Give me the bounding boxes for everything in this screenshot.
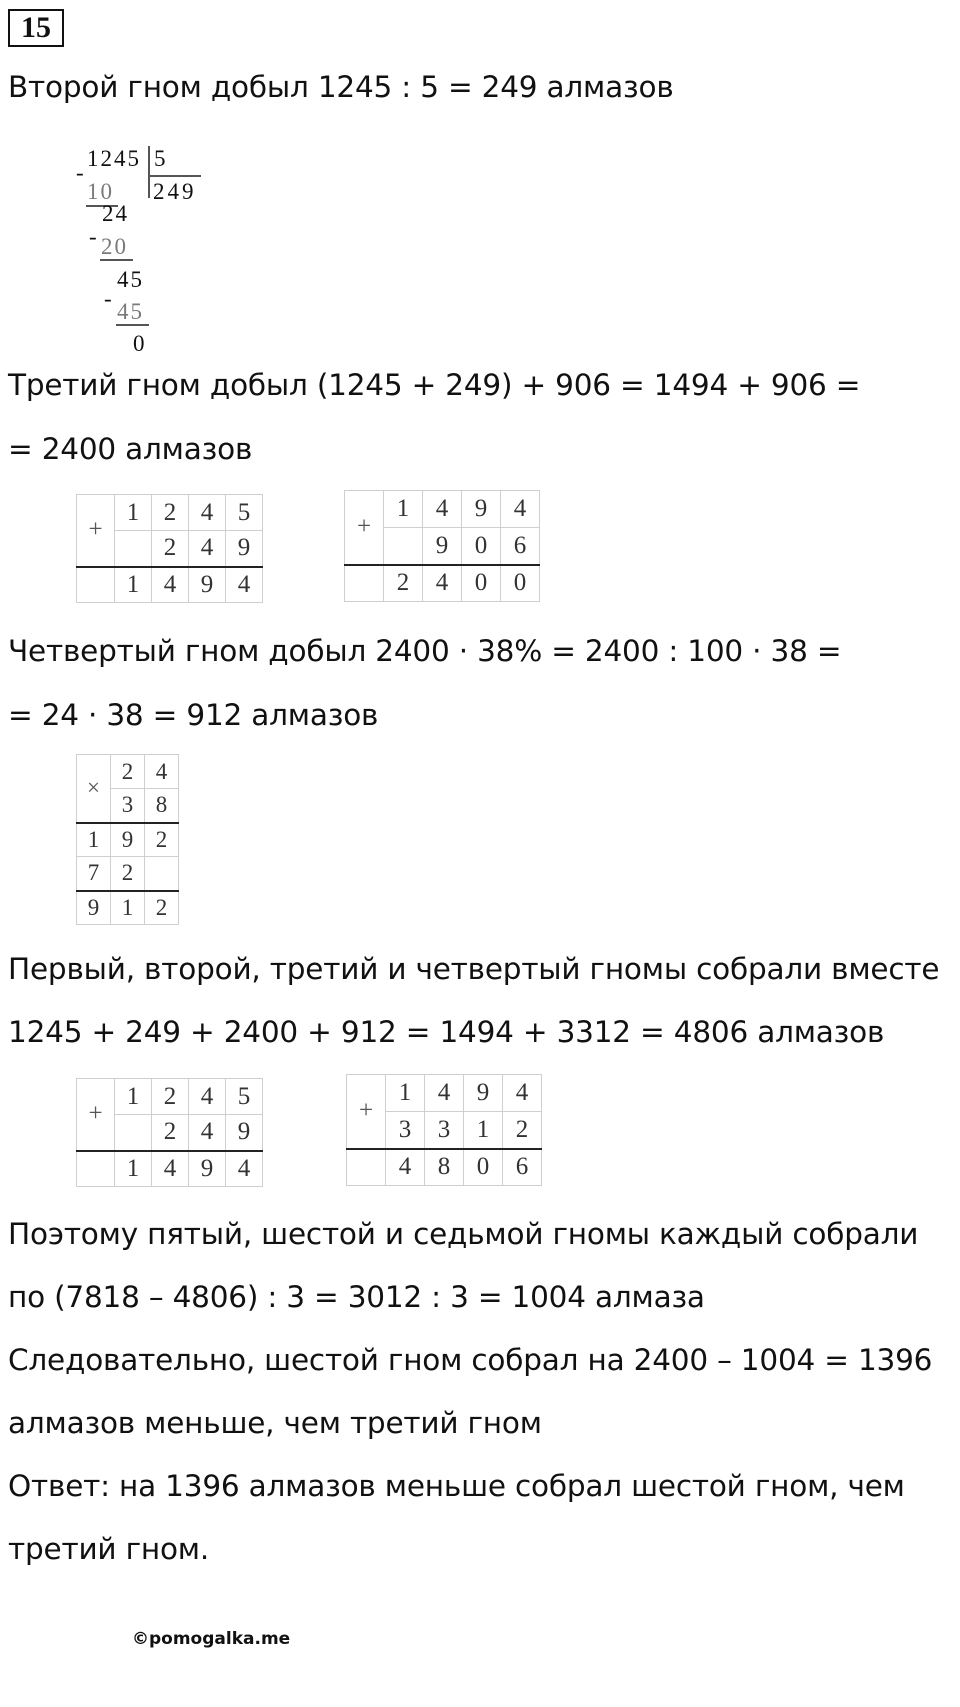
cell: 9 — [462, 491, 501, 528]
cell: 4 — [145, 755, 179, 789]
times-sign: × — [77, 755, 111, 823]
cell: 1 — [386, 1075, 425, 1112]
cell: 4 — [423, 491, 462, 528]
subtrahend-1: 10 — [87, 179, 114, 204]
cell: 5 — [226, 1079, 263, 1115]
minus-sign: - — [104, 286, 112, 311]
text-line-3: = 2400 алмазов — [8, 432, 253, 466]
cell: 4 — [423, 565, 462, 602]
cell: 9 — [226, 1115, 263, 1151]
cell — [384, 528, 423, 565]
cell: 7 — [77, 857, 111, 891]
cell: 4 — [226, 1151, 263, 1187]
cell: 9 — [464, 1075, 503, 1112]
remainder-2: 45 — [117, 267, 144, 292]
cell: 0 — [464, 1149, 503, 1186]
cell: 9 — [189, 1151, 226, 1187]
cell: 3 — [111, 789, 145, 823]
cell: 9 — [423, 528, 462, 565]
division-bar — [148, 146, 150, 198]
cell: 2 — [111, 755, 145, 789]
cell: 4 — [503, 1075, 542, 1112]
cell: 1 — [464, 1112, 503, 1149]
cell: 1 — [384, 491, 423, 528]
cell — [145, 857, 179, 891]
minus-sign: - — [89, 224, 97, 249]
cell: 4 — [501, 491, 540, 528]
cell: 2 — [152, 531, 189, 567]
cell: 3 — [425, 1112, 464, 1149]
divisor: 5 — [154, 146, 166, 171]
text-line-4: Четвертый гном добыл 2400 · 38% = 2400 : 100 · 38 = — [8, 634, 842, 668]
cell: 2 — [152, 1115, 189, 1151]
cell: 4 — [152, 1151, 189, 1187]
cell: 0 — [462, 565, 501, 602]
subtrahend-3: 45 — [117, 299, 144, 324]
text-line-7: 1245 + 249 + 2400 + 912 = 1494 + 3312 = 4806 алмазов — [8, 1015, 885, 1049]
cell — [347, 1149, 386, 1186]
addition-table-1 — [76, 494, 263, 603]
remainder-1: 24 — [102, 201, 129, 226]
plus-sign: + — [345, 491, 384, 565]
cell: 4 — [189, 495, 226, 531]
underline-3 — [116, 324, 149, 326]
cell: 0 — [462, 528, 501, 565]
cell — [115, 1115, 152, 1151]
cell: 1 — [115, 1079, 152, 1115]
remainder-3: 0 — [133, 331, 145, 356]
multiplication-table — [76, 754, 179, 925]
cell: 2 — [152, 1079, 189, 1115]
cell: 4 — [189, 1115, 226, 1151]
task-number: 15 — [8, 9, 64, 47]
cell: 1 — [111, 891, 145, 925]
cell: 1 — [115, 567, 152, 603]
cell: 9 — [111, 823, 145, 857]
text-line-5: = 24 · 38 = 912 алмазов — [8, 698, 379, 732]
subtrahend-2: 20 — [101, 234, 128, 259]
text-line-10: Следовательно, шестой гном собрал на 2400 – 1004 = 1396 — [8, 1343, 933, 1377]
cell: 1 — [77, 823, 111, 857]
cell — [115, 531, 152, 567]
cell: 4 — [189, 1079, 226, 1115]
text-line-1: Второй гном добыл 1245 : 5 = 249 алмазов — [8, 70, 674, 104]
text-line-2: Третий гном добыл (1245 + 249) + 906 = 1494 + 906 = — [8, 368, 861, 402]
cell: 4 — [386, 1149, 425, 1186]
cell: 2 — [145, 823, 179, 857]
quotient: 249 — [153, 179, 197, 204]
cell: 8 — [145, 789, 179, 823]
cell: 9 — [226, 531, 263, 567]
addition-table-3 — [76, 1078, 263, 1187]
cell: 2 — [145, 891, 179, 925]
text-line-6: Первый, второй, третий и четвертый гномы собрали вместе — [8, 952, 940, 986]
addition-table-4 — [346, 1074, 542, 1186]
cell: 4 — [425, 1075, 464, 1112]
text-line-13: третий гном. — [8, 1532, 210, 1566]
text-line-12: Ответ: на 1396 алмазов меньше собрал шестой гном, чем — [8, 1469, 905, 1503]
cell: 2 — [111, 857, 145, 891]
cell: 1 — [115, 1151, 152, 1187]
underline-2 — [100, 259, 133, 261]
text-line-8: Поэтому пятый, шестой и седьмой гномы каждый собрали — [8, 1217, 919, 1251]
cell: 6 — [503, 1149, 542, 1186]
cell: 1 — [115, 495, 152, 531]
watermark: ©pomogalka.me — [132, 1629, 291, 1649]
dividend: 1245 — [87, 146, 141, 171]
plus-sign: + — [77, 495, 115, 567]
cell — [345, 565, 384, 602]
cell: 2 — [152, 495, 189, 531]
text-line-11: алмазов меньше, чем третий гном — [8, 1406, 542, 1440]
cell — [77, 1151, 115, 1187]
cell: 9 — [189, 567, 226, 603]
cell — [77, 567, 115, 603]
cell: 5 — [226, 495, 263, 531]
cell: 9 — [77, 891, 111, 925]
plus-sign: + — [77, 1079, 115, 1151]
plus-sign: + — [347, 1075, 386, 1149]
cell: 4 — [152, 567, 189, 603]
cell: 2 — [384, 565, 423, 602]
cell: 8 — [425, 1149, 464, 1186]
addition-table-2 — [344, 490, 540, 602]
cell: 0 — [501, 565, 540, 602]
cell: 2 — [503, 1112, 542, 1149]
divisor-underline — [149, 175, 201, 177]
cell: 4 — [189, 531, 226, 567]
cell: 3 — [386, 1112, 425, 1149]
text-line-9: по (7818 – 4806) : 3 = 3012 : 3 = 1004 алмаза — [8, 1280, 705, 1314]
cell: 6 — [501, 528, 540, 565]
minus-sign: - — [76, 160, 84, 185]
cell: 4 — [226, 567, 263, 603]
